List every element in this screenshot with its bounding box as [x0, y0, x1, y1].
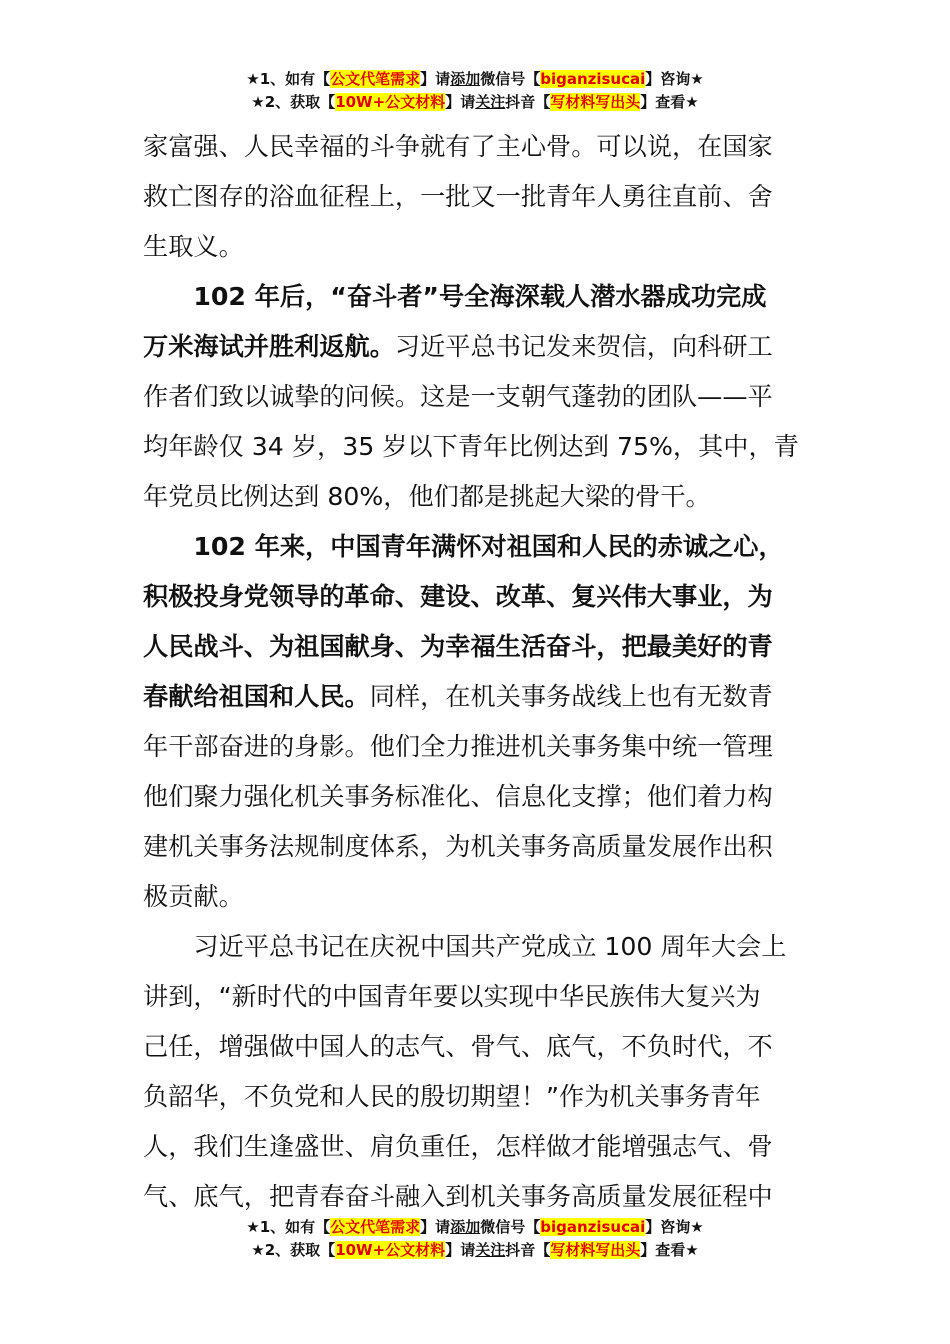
banner-text: 抖音【 — [505, 1241, 551, 1259]
plain-run: 救亡图存的浴血征程上，一批又一批青年人勇往直前、舍 — [143, 182, 773, 211]
plain-run: 年党员比例达到 80%，他们都是挑起大梁的骨干。 — [143, 482, 711, 511]
text-line — [143, 1172, 806, 1222]
bold-run: 102 年后，“奋斗者”号全海深载人潜水器成功完成 — [143, 282, 767, 311]
wechat-id: biganzisucai — [540, 1218, 646, 1236]
underlined-text: 添加 — [450, 70, 481, 88]
text-line — [143, 872, 806, 922]
underlined-text: 关注 — [475, 1241, 506, 1259]
highlight-text: 10W+公文材料 — [335, 1241, 446, 1259]
text-line — [143, 1122, 806, 1172]
footer-banner — [0, 1216, 950, 1262]
plain-run: 他们聚力强化机关事务标准化、信息化支撑；他们着力构 — [143, 782, 773, 811]
banner-text: ★2、获取【 — [251, 93, 336, 111]
text-line — [143, 922, 806, 972]
text-line — [143, 172, 806, 222]
douyin-account: 写材料写出头 — [550, 93, 641, 111]
text-line — [143, 522, 806, 572]
text-line — [143, 1022, 806, 1072]
plain-run: 习近平总书记发来贺信，向科研工 — [394, 332, 773, 361]
banner-text: 】请 — [445, 1241, 476, 1259]
plain-run: 极贡献。 — [143, 882, 244, 911]
plain-run: 均年龄仅 34 岁，35 岁以下青年比例达到 75%，其中，青 — [143, 432, 799, 461]
plain-run: 建机关事务法规制度体系，为机关事务高质量发展作出积 — [143, 832, 773, 861]
banner-line-1 — [0, 68, 950, 91]
plain-run: 作者们致以诚挚的问候。这是一支朝气蓬勃的团队——平 — [143, 382, 773, 411]
banner-text: ★1、如有【 — [246, 1218, 331, 1236]
text-line — [143, 1072, 806, 1122]
banner-text: 】查看★ — [640, 93, 699, 111]
wechat-id: biganzisucai — [540, 70, 646, 88]
text-line — [143, 822, 806, 872]
text-line — [143, 422, 806, 472]
plain-run: 气、底气，把青春奋斗融入到机关事务高质量发展征程中 — [143, 1182, 773, 1211]
text-line — [143, 722, 806, 772]
plain-run: 己任，增强做中国人的志气、骨气、底气，不负时代，不 — [143, 1032, 773, 1061]
douyin-account: 写材料写出头 — [550, 1241, 641, 1259]
underlined-text: 关注 — [475, 93, 506, 111]
banner-line-1 — [0, 1216, 950, 1239]
text-line — [143, 272, 806, 322]
banner-text: 抖音【 — [505, 93, 551, 111]
text-line — [143, 672, 806, 722]
banner-text: 】请 — [420, 1218, 451, 1236]
text-line — [143, 572, 806, 622]
text-line — [143, 222, 806, 272]
text-line — [143, 622, 806, 672]
plain-run: 年干部奋进的身影。他们全力推进机关事务集中统一管理 — [143, 732, 773, 761]
highlight-text: 公文代笔需求 — [330, 1218, 421, 1236]
banner-text: 】请 — [420, 70, 451, 88]
banner-text: 微信号【 — [480, 1218, 541, 1236]
header-banner — [0, 68, 950, 114]
document-body — [143, 122, 806, 1222]
banner-text: ★1、如有【 — [246, 70, 331, 88]
banner-text: 微信号【 — [480, 70, 541, 88]
bold-run: 102 年来，中国青年满怀对祖国和人民的赤诚之心， — [143, 532, 784, 561]
banner-line-2 — [0, 1239, 950, 1262]
text-line — [143, 772, 806, 822]
text-line — [143, 972, 806, 1022]
bold-run: 春献给祖国和人民。 — [143, 682, 370, 711]
banner-line-2 — [0, 91, 950, 114]
bold-run: 万米海试并胜利返航。 — [143, 332, 395, 361]
plain-run: 负韶华，不负党和人民的殷切期望！”作为机关事务青年 — [143, 1082, 761, 1111]
banner-text: 】咨询★ — [645, 70, 704, 88]
text-line — [143, 472, 806, 522]
bold-run: 积极投身党领导的革命、建设、改革、复兴伟大事业，为 — [143, 582, 773, 611]
bold-run: 人民战斗、为祖国献身、为幸福生活奋斗，把最美好的青 — [143, 632, 773, 661]
banner-text: 】咨询★ — [645, 1218, 704, 1236]
plain-run: 讲到，“新时代的中国青年要以实现中华民族伟大复兴为 — [143, 982, 761, 1011]
plain-run: 生取义。 — [143, 232, 244, 261]
highlight-text: 10W+公文材料 — [335, 93, 446, 111]
plain-run: 同样，在机关事务战线上也有无数青 — [369, 682, 773, 711]
underlined-text: 添加 — [450, 1218, 481, 1236]
banner-text: 】查看★ — [640, 1241, 699, 1259]
text-line — [143, 122, 806, 172]
banner-text: ★2、获取【 — [251, 1241, 336, 1259]
plain-run: 人，我们生逢盛世、肩负重任，怎样做才能增强志气、骨 — [143, 1132, 773, 1161]
banner-text: 】请 — [445, 93, 476, 111]
plain-run: 家富强、人民幸福的斗争就有了主心骨。可以说，在国家 — [143, 132, 773, 161]
text-line — [143, 322, 806, 372]
highlight-text: 公文代笔需求 — [330, 70, 421, 88]
plain-run: 习近平总书记在庆祝中国共产党成立 100 周年大会上 — [143, 932, 787, 961]
text-line — [143, 372, 806, 422]
